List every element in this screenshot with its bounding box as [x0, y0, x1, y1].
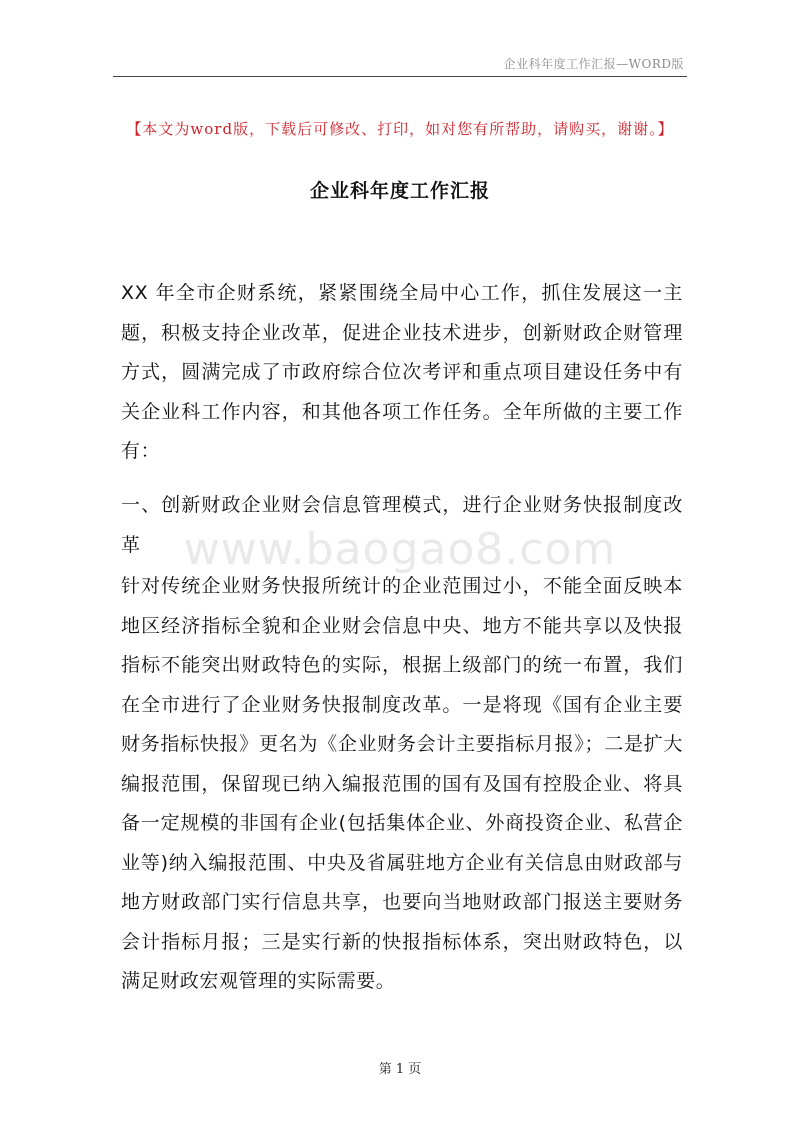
purchase-notice: 【本文为word版，下载后可修改、打印，如对您有所帮助，请购买，谢谢。】 — [126, 120, 674, 138]
header-divider — [113, 76, 687, 77]
section-heading-1: 一、创新财政企业财会信息管理模式，进行企业财务快报制度改革 — [121, 494, 683, 556]
document-title: 企业科年度工作汇报 — [309, 180, 490, 202]
section-1-body: 针对传统企业财务快报所统计的企业范围过小，不能全面反映本地区经济指标全貌和企业财会信息中央、地方不能共享以及快报指标不能突出财政特色的实际，根据上级部门的统一布置，我们在全市进行了企业财务快报制度改革。一是将现《国有企业主要财务指标快报》更名为《企业财务会计主要指标月报》；二是扩大编报范围，保留现已纳入编报范围的国有及国有控股企业、将具备一定规模的非国有企业(包括集体企业、外商投资企业、私营企业等)纳入编报范围、中央及省属驻地方企业有关信息由财政部与地方财政部门实行信息共享，也要向当地财政部门报送主要财务会计指标月报；三是实行新的快报指标体系，突出财政特色，以满足财政宏观管理的实际需要。 — [121, 575, 683, 992]
intro-paragraph: XX 年全市企财系统，紧紧围绕全局中心工作，抓住发展这一主题，积极支持企业改革，促进企业技术进步，创新财政企财管理方式，圆满完成了市政府综合位次考评和重点项目建设任务中有关企业科工作内容，和其他各项工作任务。全年所做的主要工作有： — [121, 282, 683, 462]
watermark: www.baogao8.com — [183, 524, 617, 575]
page-number: 第 1 页 — [378, 1062, 422, 1077]
running-header: 企业科年度工作汇报—WORD版 — [503, 57, 684, 71]
